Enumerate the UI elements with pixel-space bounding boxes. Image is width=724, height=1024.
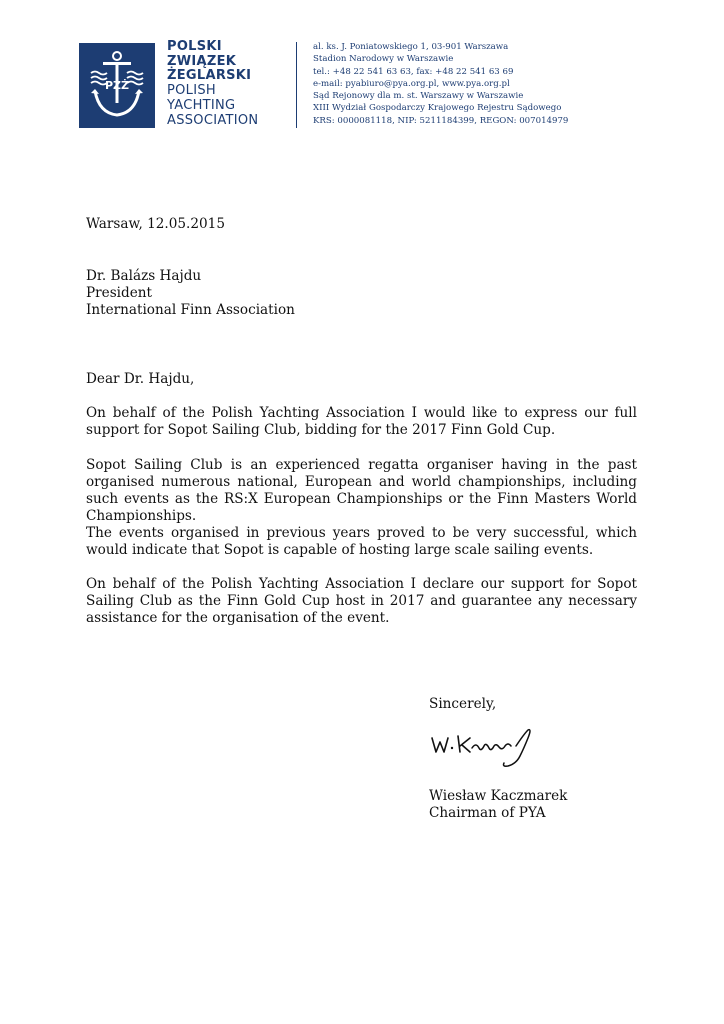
- logo-letters: PZŻ: [104, 79, 130, 92]
- contact-venue: Stadion Narodowy w Warszawie: [313, 54, 454, 65]
- contact-registry: XIII Wydział Gospodarczy Krajowego Rejestru Sądowego: [313, 103, 562, 114]
- contact-ids: KRS: 0000081118, NIP: 5211184399, REGON: 007014979: [313, 115, 569, 126]
- contact-address: al. ks. J. Poniatowskiego 1, 03-901 Warszawa: [313, 42, 509, 52]
- salutation: Dear Dr. Hajdu,: [86, 371, 195, 387]
- recipient-name: Dr. Balázs Hajdu: [86, 268, 202, 284]
- signer-title: Chairman of PYA: [429, 805, 546, 821]
- org-name-en-line-2: YACHTING: [167, 97, 236, 113]
- anchor-emblem-icon: [79, 43, 155, 128]
- letter-date: Warsaw, 12.05.2015: [86, 216, 225, 232]
- org-name-en-line-3: ASSOCIATION: [167, 112, 259, 128]
- body-paragraph: The events organised in previous years proved to be very successful, which would indicate that Sopot is capable of hosting large scale sailing events.: [86, 525, 637, 558]
- org-name-pl-line-3: ŻEGLARSKI: [167, 68, 252, 84]
- handwritten-signature: [428, 724, 538, 770]
- recipient-organization: International Finn Association: [86, 302, 295, 318]
- recipient-title: President: [86, 285, 152, 301]
- closing: Sincerely,: [429, 696, 497, 712]
- body-paragraph: On behalf of the Polish Yachting Association I would like to express our full support for Sopot Sailing Club, bidding for the 2017 Finn Gold Cup.: [86, 405, 637, 438]
- signer-name: Wiesław Kaczmarek: [429, 788, 568, 804]
- signer-block: [429, 788, 567, 822]
- contact-phone: tel.: +48 22 541 63 63, fax: +48 22 541 63 69: [313, 66, 514, 77]
- organization-name: [167, 40, 258, 128]
- pya-logo: [79, 43, 155, 128]
- contact-email: e-mail: pyabiuro@pya.org.pl, www.pya.org.pl: [313, 78, 510, 89]
- body-paragraph: On behalf of the Polish Yachting Association I declare our support for Sopot Sailing Club as the Finn Gold Cup host in 2017 and guarantee any necessary assistance for the organisation of the event.: [86, 576, 637, 626]
- letterhead-divider: [296, 42, 297, 128]
- org-name-pl-line-1: POLSKI: [167, 39, 222, 54]
- org-name-en-line-1: POLISH: [167, 83, 216, 99]
- body-paragraph: Sopot Sailing Club is an experienced regatta organiser having in the past organised numerous national, European and world championships, including such events as the RS:X European Championships or the Finn Masters World Championships.: [86, 457, 637, 524]
- contact-court: Sąd Rejonowy dla m. st. Warszawy w Warszawie: [313, 91, 524, 102]
- contact-details: [313, 41, 568, 127]
- org-name-pl-line-2: ZWIĄZEK: [167, 53, 237, 69]
- recipient-block: [86, 268, 637, 319]
